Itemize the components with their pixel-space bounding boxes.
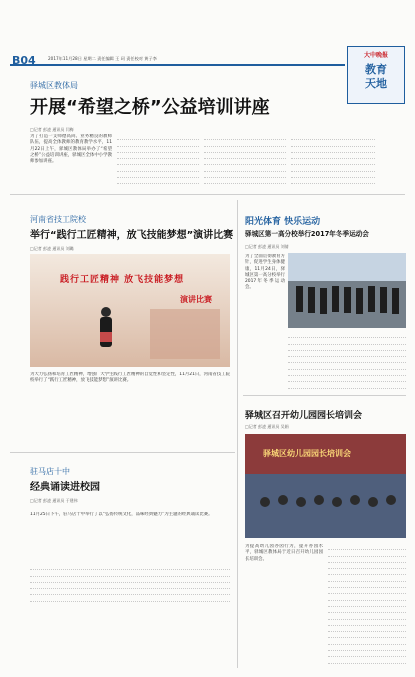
article4-more: [288, 332, 406, 389]
article3-kicker: 驻马店十中: [30, 467, 70, 476]
article4-kicker: 阳光体育 快乐运动: [245, 217, 321, 227]
article1-byline: □记者 彭凌 通讯员 闫梅: [30, 127, 74, 132]
article1-col2: [117, 134, 199, 190]
article5-body: 为提高幼儿园办园行为，提升办园水平，驿城区教体局于近日召开幼儿园园长培训会。: [245, 544, 323, 562]
divider: [10, 452, 235, 453]
article5-headline: 驿城区召开幼儿园园长培训会: [245, 411, 363, 421]
brand-logo: 大中晚报: [363, 52, 388, 59]
article4-byline: □记者 彭凌 通讯员 刘倩: [245, 244, 289, 249]
page-number: B04: [12, 54, 36, 67]
speech-contest-photo: [30, 254, 230, 367]
article3-body: 11月25日下午，驻马店十中举行了以“弘扬传统文化，品味经典魅力”为主题的经典诵读比赛。: [30, 512, 213, 517]
article2-headline: 举行“践行工匠精神，放飞技能梦想”演讲比赛: [30, 230, 234, 241]
article4-body: 为了全面贯彻教育方针，促进学生身体健康，11月24日，驿城区第一高分校举行2017年冬季运动会。: [245, 254, 285, 291]
article1-col3: [204, 134, 286, 190]
article1-kicker: 驿城区教体局: [30, 81, 78, 90]
article4-headline: 驿城区第一高分校举行2017年冬季运动会: [245, 230, 369, 238]
page-info: 2017年11月28日 星期二 责任编辑 王 珂 责任校对 黄子李: [48, 56, 157, 61]
photo-banner: 践行工匠精神 放飞技能梦想: [60, 275, 185, 285]
article2-byline: □记者 彭凌 通讯员 刘璐: [30, 246, 74, 251]
article1-col4: [291, 134, 375, 190]
divider: [243, 395, 406, 396]
article1-body: 为了打造一支师德高尚、业务精良的教师队伍，提高全体教师的教育教学水平，11月22日上午，驿城区教体局举办了“希望之桥”公益培训讲座，驿城区全体中小学教师参加讲座。: [30, 134, 112, 165]
article3-headline: 经典诵读进校园: [30, 482, 100, 493]
kindergarten-training-photo: [245, 434, 406, 538]
article2-body: 为大力弘扬和培育工匠精神，增强广大学生践行工匠精神的自觉性和坚定性，11月21日，河南省技工院校举行了“践行工匠精神，放飞技能梦想”演讲比赛。: [30, 372, 230, 384]
section-box: [347, 46, 405, 104]
section-title: 教育天地: [365, 63, 387, 90]
article1-headline: 开展“希望之桥”公益培训讲座: [30, 97, 270, 118]
column-divider: [237, 200, 238, 668]
article3-more: [30, 564, 230, 608]
photo-banner-sub: 演讲比赛: [180, 295, 212, 304]
article5-byline: □记者 彭凌 通讯员 吴娟: [245, 424, 289, 429]
article2-kicker: 河南省技工院校: [30, 215, 86, 224]
divider: [10, 194, 405, 195]
sports-meet-photo: [288, 253, 406, 328]
photo-banner: 驿城区幼儿园园长培训会: [263, 449, 351, 458]
article3-byline: □记者 彭凌 通讯员 于建伟: [30, 498, 78, 503]
article5-col2: [328, 544, 406, 668]
